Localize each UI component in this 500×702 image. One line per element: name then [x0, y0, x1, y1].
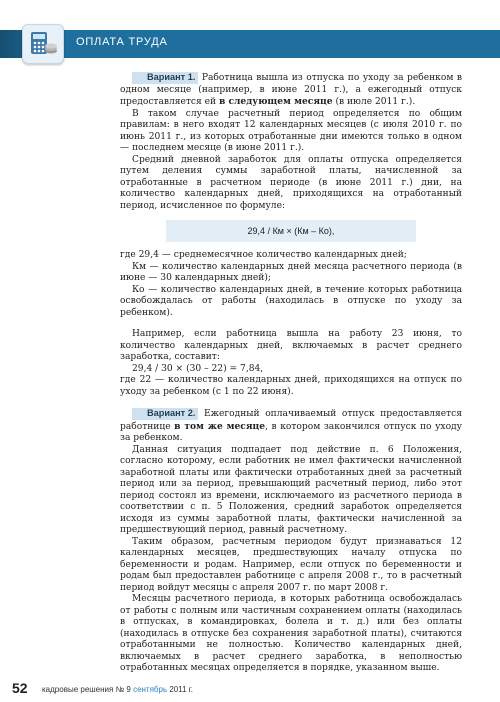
variant-2-paragraph	[120, 408, 462, 445]
footer-journal-info	[42, 685, 193, 694]
journal-name: кадровые решения № 9	[42, 685, 131, 694]
variant-2-label: Вариант 2.	[132, 408, 198, 420]
article-body	[120, 72, 462, 675]
paragraph-3: Данная ситуация подпадает под действие п. 6 Положения, согласно которому, если работник не имел фактически начисленной заработной платы или фактически отработанных дней за расчетный период или за период, превышающий расчетный период, либо этот период состоял из времени, исключаемого из расчетного периода в соответствии с п. 5 Положения, средний заработок определяется исходя из суммы заработной платы, фактически начисленной за предшествующий период, равный расчетному.	[120, 444, 462, 535]
variant-2-tail: , в котором закончился отпуск по уходу за ребенком.	[120, 421, 462, 443]
variant-1-paragraph	[120, 72, 462, 109]
variant-2-text: Ежегодный оплачиваемый отпуск предоставляется работнице	[120, 409, 462, 432]
definition-3: Ко — количество календарных дней, в течение которых работница освобождалась от работы (находилась в отпуске по уходу за ребенком).	[120, 284, 462, 318]
variant-1-tail: (в июле 2011 г.).	[332, 97, 416, 107]
calculator-coins-icon	[22, 24, 64, 64]
issue-year: 2011 г.	[169, 685, 193, 694]
example-paragraph: Например, если работница вышла на работу 23 июня, то количество календарных дней, включаемых в расчет среднего заработка, составит:	[120, 329, 462, 362]
section-header-bar	[0, 30, 500, 58]
definition-1: где 29,4 — среднемесячное количество календарных дней;	[120, 250, 407, 260]
formula-box: 29,4 / Км × (Км – Ко),	[166, 220, 416, 242]
variant-2-emphasis: в том же месяце	[174, 420, 266, 432]
section-title: ОПЛАТА ТРУДА	[76, 36, 168, 48]
example-explanation: где 22 — количество календарных дней, приходящихся на отпуск по уходу за ребенком (с 1 по 22 июня).	[120, 375, 462, 397]
spacer	[120, 398, 462, 408]
definition-2: Км — количество календарных дней месяца расчетного периода (в июне — 30 календарных дней);	[120, 261, 462, 283]
spacer	[120, 319, 462, 329]
paragraph-1: В таком случае расчетный период определяется по общим правилам: в него входят 12 календарных месяцев (с июля 2010 г. по июнь 2011 г., из которых отработанные дни имеются только в одном — последнем месяце (в июне 2011 г.).	[120, 108, 462, 153]
paragraph-2: Средний дневной заработок для оплаты отпуска определяется путем деления суммы заработной платы, начисленной за отработанные в расчетном периоде (в июне 2011 г.) дни, на количество календарных дней, приходящихся на отработанный период, исчисленное по формуле:	[120, 154, 462, 211]
example-formula: 29,4 / 30 × (30 – 22) = 7,84,	[132, 363, 264, 374]
paragraph-5: Месяцы расчетного периода, в которых работница освобождалась от работы с полным или частичным сохранением оплаты (находилась в отпусках, в командировках, болела и т. д.) или без оплаты (находилась в отпуске без сохранения заработной платы), считаются отработанными не полностью. Количество календарных дней, включаемых в расчет среднего заработка, в неполностью отработанных месяцах определяется в порядке, указанном выше.	[120, 594, 462, 673]
issue-month: сентябрь	[133, 685, 168, 694]
variant-1-text: Работница вышла из отпуска по уходу за ребенком в одном месяце (например, в июне 2011 г.), а ежегодный отпуск предоставляется ей	[120, 73, 462, 107]
variant-1-emphasis: в следующем месяце	[218, 96, 333, 107]
paragraph-4: Таким образом, расчетным периодом будут признаваться 12 календарных месяцев, предшествующих началу отпуска по беременности и родам. Например, если отпуск по беременности и родам был предоставлен работнице с апреля 2008 г., то в расчетный период войдут месяцы с апреля 2007 г. по март 2008 г.	[120, 536, 462, 593]
variant-1-label: Вариант 1.	[132, 72, 198, 84]
page-number: 52	[12, 680, 28, 696]
